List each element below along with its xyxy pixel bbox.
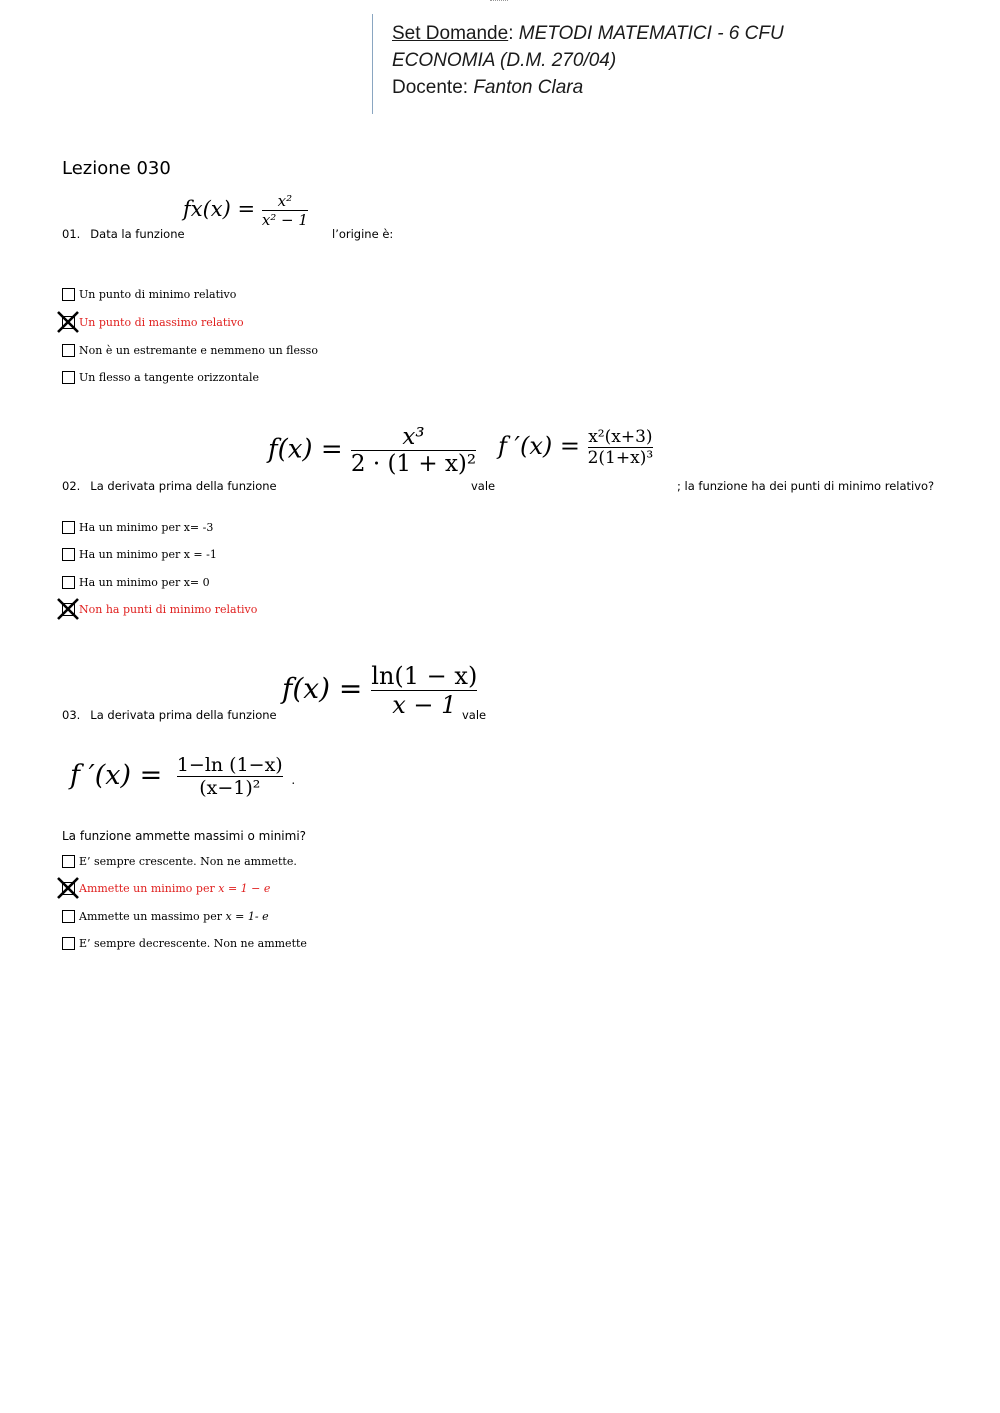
formula-lhs: fx(x) =: [183, 197, 256, 221]
question-3-text: [62, 708, 277, 722]
question-3-prompt: La funzione ammette massimi o minimi?: [62, 829, 307, 843]
formula-numerator: ln(1 − x): [371, 662, 478, 690]
derivative-numerator: x²(x+3): [588, 427, 653, 447]
option-label: Un punto di massimo relativo: [79, 315, 244, 329]
derivative-fraction: [588, 427, 654, 468]
option-label: Ha un minimo per x= -3: [79, 520, 214, 534]
checkbox[interactable]: [62, 576, 75, 589]
question-3-derivative: [70, 754, 295, 799]
question-1-lead: Data la funzione: [90, 227, 185, 241]
derivative-lhs: f ′(x) =: [498, 432, 580, 460]
option-label: E’ sempre decrescente. Non ne ammette: [79, 936, 307, 950]
option-label: Non è un estremante e nemmeno un flesso: [79, 343, 318, 357]
option-1d[interactable]: [62, 368, 259, 386]
option-label: Un punto di minimo relativo: [79, 287, 237, 301]
option-2a[interactable]: [62, 518, 213, 536]
degree-name: ECONOMIA (D.M. 270/04): [392, 50, 617, 71]
document-header: [392, 20, 784, 101]
option-label: Ammette un minimo per: [79, 881, 215, 895]
formula-numerator: x²: [277, 192, 293, 210]
formula-fraction: [351, 424, 476, 477]
option-math: x = 1 − e: [218, 881, 271, 895]
option-1a[interactable]: [62, 285, 236, 303]
question-1-formula: [183, 192, 308, 229]
page-top-marker: [490, 0, 508, 1]
formula-numerator: x³: [402, 424, 425, 450]
formula-denominator: x² − 1: [261, 211, 308, 229]
derivative-fraction: [177, 754, 283, 799]
teacher-label: Docente:: [392, 77, 469, 98]
set-colon: :: [508, 23, 514, 44]
lesson-title: Lezione 030: [62, 158, 171, 179]
option-3a[interactable]: [62, 852, 297, 870]
checkbox[interactable]: [62, 288, 75, 301]
teacher-name: Fanton Clara: [473, 77, 584, 98]
checkbox[interactable]: [62, 855, 75, 868]
question-2-derivative: [498, 427, 653, 468]
question-2-tail: ; la funzione ha dei punti di minimo relativo?: [677, 479, 935, 493]
option-label: Non ha punti di minimo relativo: [79, 602, 258, 616]
question-2-formula: [268, 424, 476, 477]
checkbox[interactable]: [62, 910, 75, 923]
formula-fraction: [262, 192, 308, 229]
checkbox[interactable]: [62, 521, 75, 534]
derivative-denominator: 2(1+x)³: [587, 448, 654, 468]
question-2-text: [62, 479, 277, 493]
checkbox[interactable]: [62, 937, 75, 950]
option-1c[interactable]: [62, 341, 318, 359]
option-label: Ha un minimo per x= 0: [79, 575, 210, 589]
question-3-tail: vale: [462, 708, 487, 722]
question-3-formula: [282, 662, 477, 719]
option-label: Un flesso a tangente orizzontale: [79, 370, 259, 384]
question-3-lead: La derivata prima della funzione: [90, 708, 277, 722]
derivative-denominator: (x−1)²: [199, 777, 261, 799]
course-name: METODI MATEMATICI - 6 CFU: [518, 23, 784, 44]
formula-lhs: f(x) =: [268, 434, 343, 465]
header-line-1: [392, 20, 784, 47]
formula-denominator: x − 1: [392, 691, 457, 719]
header-line-3: [392, 74, 784, 101]
option-label: Ha un minimo per x = -1: [79, 547, 217, 561]
option-1b[interactable]: [62, 313, 244, 331]
formula-denominator: 2 · (1 + x)²: [350, 451, 477, 477]
question-number: 02.: [62, 479, 81, 493]
option-3c[interactable]: [62, 907, 269, 925]
option-2d[interactable]: [62, 600, 257, 618]
x-mark-icon: [56, 876, 80, 900]
derivative-numerator: 1−ln (1−x): [176, 754, 283, 776]
question-2-mid: vale: [471, 479, 496, 493]
checkbox[interactable]: [62, 344, 75, 357]
question-2-lead: La derivata prima della funzione: [90, 479, 277, 493]
option-math: x = 1- e: [225, 909, 269, 923]
option-label: Ammette un massimo per: [79, 909, 222, 923]
option-3b[interactable]: [62, 879, 270, 897]
x-mark-icon: [56, 597, 80, 621]
question-number: 03.: [62, 708, 81, 722]
derivative-tail: .: [291, 773, 296, 787]
x-mark-icon: [56, 310, 80, 334]
set-label: Set Domande: [392, 23, 509, 44]
question-number: 01.: [62, 227, 81, 241]
derivative-lhs: f ′(x) =: [70, 760, 163, 791]
formula-lhs: f(x) =: [282, 672, 363, 705]
question-1-tail: l’origine è:: [332, 227, 394, 241]
option-label: E’ sempre crescente. Non ne ammette.: [79, 854, 297, 868]
checkbox[interactable]: [62, 371, 75, 384]
checkbox-checked[interactable]: [62, 882, 75, 895]
checkbox-checked[interactable]: [62, 316, 75, 329]
checkbox[interactable]: [62, 548, 75, 561]
header-divider: [372, 14, 373, 114]
checkbox-checked[interactable]: [62, 603, 75, 616]
question-1-text: [62, 227, 185, 241]
option-2c[interactable]: [62, 573, 210, 591]
option-3d[interactable]: [62, 934, 307, 952]
option-2b[interactable]: [62, 545, 217, 563]
